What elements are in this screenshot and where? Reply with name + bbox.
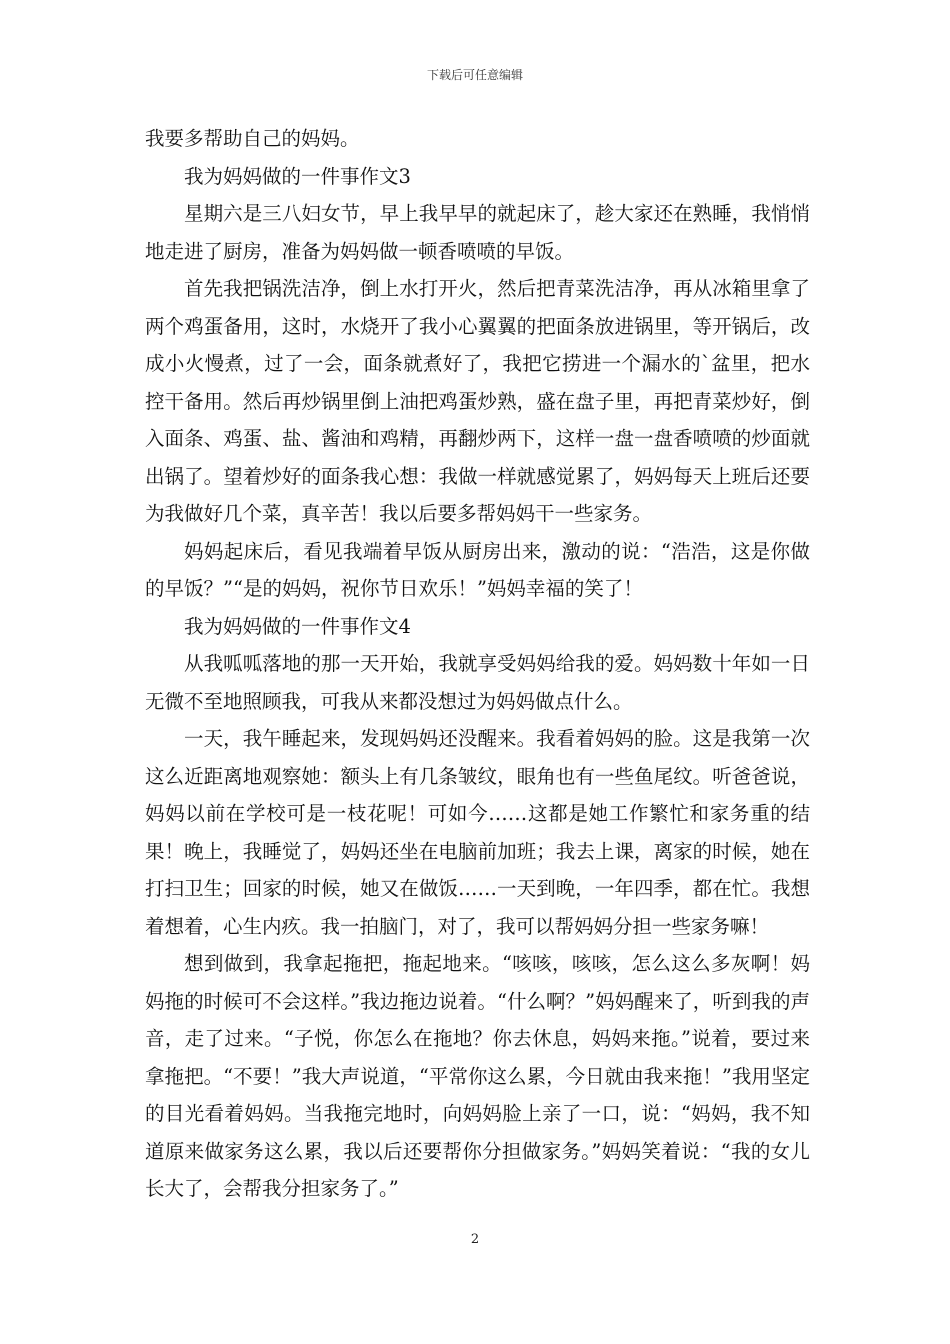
- document-body: [145, 120, 810, 1208]
- paragraph: 想到做到，我拿起拖把，拖起地来。“咳咳，咳咳，怎么这么多灰啊！妈妈拖的时候可不会这样。”我边拖边说着。“什么啊？”妈妈醒来了，听到我的声音，走了过来。“子悦，你怎么在拖地？你去休息，妈妈来拖。”说着，要过来拿拖把。“不要！”我大声说道，“平常你这么累，今日就由我来拖！”我用坚定的目光看着妈妈。当我拖完地时，向妈妈脸上亲了一口，说：“妈妈，我不知道原来做家务这么累，我以后还要帮你分担做家务。”妈妈笑着说：“我的女儿长大了，会帮我分担家务了。”: [145, 952, 810, 1200]
- paragraph: 从我呱呱落地的那一天开始，我就享受妈妈给我的爱。妈妈数十年如一日无微不至地照顾我，可我从来都没想过为妈妈做点什么。: [145, 652, 810, 713]
- paragraph: 我要多帮助自己的妈妈。: [145, 127, 360, 150]
- paragraph: 首先我把锅洗洁净，倒上水打开火，然后把青菜洗洁净，再从冰箱里拿了两个鸡蛋备用，这时，水烧开了我小心翼翼的把面条放进锅里，等开锅后，改成小火慢煮，过了一会，面条就煮好了，我把它捞进一个漏水的`盆里，把水控干备用。然后再炒锅里倒上油把鸡蛋炒熟，盛在盘子里，再把青菜炒好，倒入面条、鸡蛋、盐、酱油和鸡精，再翻炒两下，这样一盘一盘香喷喷的炒面就出锅了。望着炒好的面条我心想：我做一样就感觉累了，妈妈每天上班后还要为我做好几个菜，真辛苦！我以后要多帮妈妈干一些家务。: [145, 277, 810, 525]
- paragraph: 妈妈起床后，看见我端着早饭从厨房出来，激动的说：“浩浩，这是你做的早饭？”“是的妈妈，祝你节日欢乐！”妈妈幸福的笑了！: [145, 539, 810, 600]
- page-number: 2: [470, 1232, 480, 1247]
- section-heading: 我为妈妈做的一件事作文4: [184, 614, 411, 638]
- paragraph: 星期六是三八妇女节，早上我早早的就起床了，趁大家还在熟睡，我悄悄地走进了厨房，准备为妈妈做一顿香喷喷的早饭。: [145, 202, 810, 263]
- page-header: 下载后可任意编辑: [426, 68, 523, 82]
- paragraph: 一天，我午睡起来，发现妈妈还没醒来。我看着妈妈的脸。这是我第一次这么近距离地观察她：额头上有几条皱纹，眼角也有一些鱼尾纹。听爸爸说，妈妈以前在学校可是一枝花呢！可如今……这都是她工作繁忙和家务重的结果！晚上，我睡觉了，妈妈还坐在电脑前加班；我去上课，离家的时候，她在打扫卫生；回家的时候，她又在做饭……一天到晚，一年四季，都在忙。我想着想着，心生内疚。我一拍脑门，对了，我可以帮妈妈分担一些家务嘛！: [145, 727, 810, 938]
- section-heading: 我为妈妈做的一件事作文3: [184, 164, 411, 188]
